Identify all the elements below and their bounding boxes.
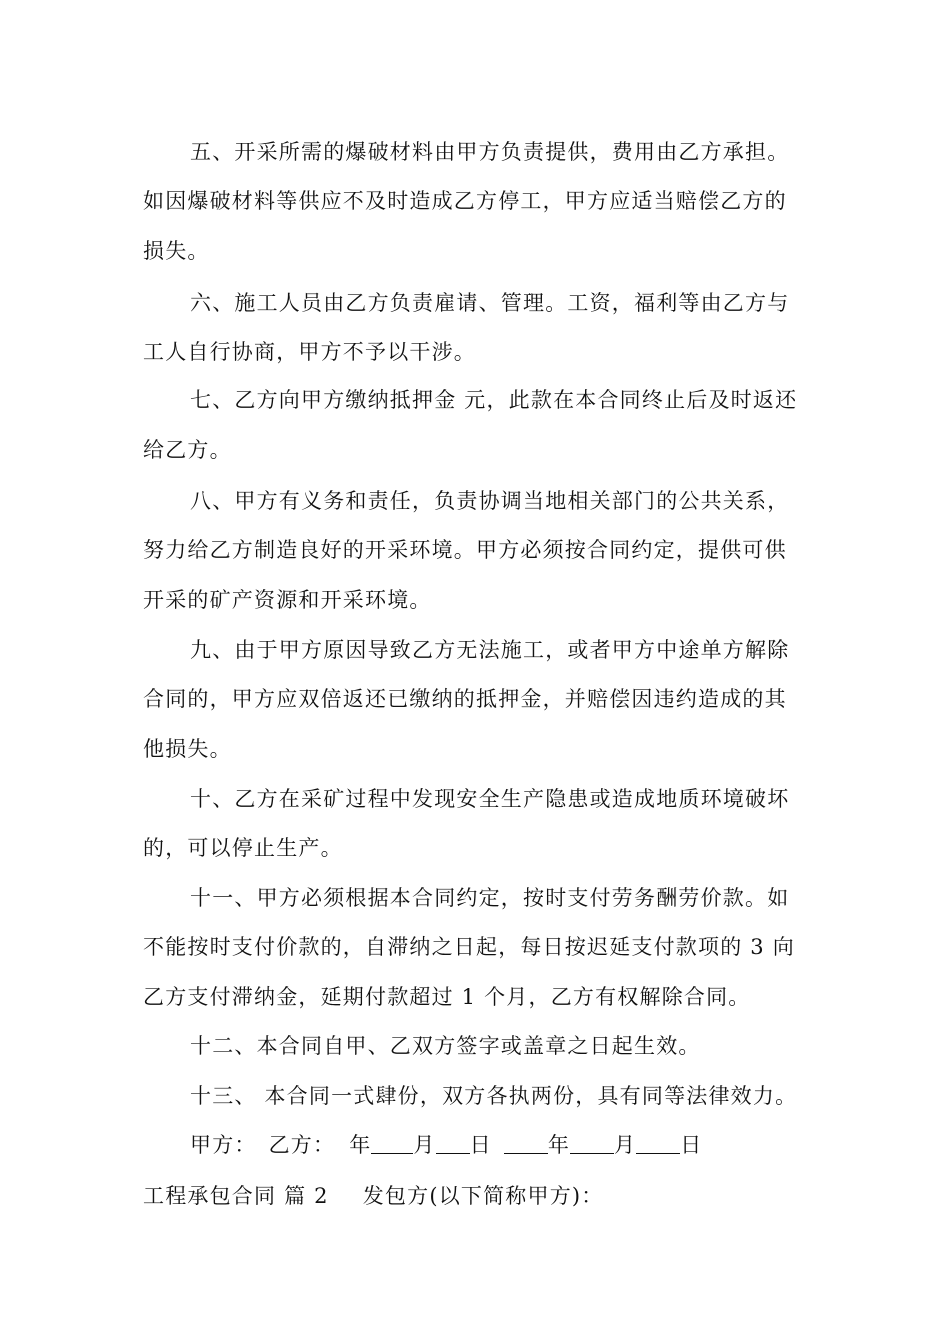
signature-line bbox=[190, 1130, 813, 1160]
contract-title: 工程承包合同 篇 2 bbox=[143, 1184, 329, 1208]
day-blank-b[interactable] bbox=[636, 1133, 680, 1154]
date-a-day: 日 bbox=[469, 1133, 492, 1157]
clause-11-line-3: 乙方支付滞纳金，延期付款超过 1 个月，乙方有权解除合同。 bbox=[143, 985, 751, 1009]
clause-9-line-2: 合同的，甲方应双倍返还已缴纳的抵押金，并赔偿因违约造成的其 bbox=[143, 687, 787, 711]
date-a-month: 月 bbox=[413, 1133, 436, 1157]
party-b-label: 乙方： bbox=[268, 1133, 336, 1157]
date-b-month: 月 bbox=[614, 1133, 637, 1157]
clause-8-line-3: 开采的矿产资源和开采环境。 bbox=[143, 588, 432, 612]
clause-10-line-1: 十、乙方在采矿过程中发现安全生产隐患或造成地质环境破坏 bbox=[190, 787, 790, 811]
date-b-year: 年 bbox=[547, 1133, 571, 1157]
contract-heading-line bbox=[143, 1181, 813, 1211]
date-a-year: 年 bbox=[349, 1133, 372, 1157]
date-b-day: 日 bbox=[680, 1133, 703, 1157]
clause-13-line-1: 十三、 本合同一式肆份，双方各执两份，具有同等法律效力。 bbox=[190, 1084, 798, 1108]
clause-5-line-1: 五、开采所需的爆破材料由甲方负责提供，费用由乙方承担。 bbox=[190, 140, 790, 164]
clause-7-line-2: 给乙方。 bbox=[143, 438, 232, 462]
clause-9-line-1: 九、由于甲方原因导致乙方无法施工，或者甲方中途单方解除 bbox=[190, 638, 790, 662]
month-blank-a[interactable] bbox=[371, 1133, 413, 1154]
clause-7-line-1: 七、乙方向甲方缴纳抵押金 元，此款在本合同终止后及时返还 bbox=[190, 388, 798, 412]
month-blank-b[interactable] bbox=[570, 1133, 614, 1154]
clause-5-line-2: 如因爆破材料等供应不及时造成乙方停工，甲方应适当赔偿乙方的 bbox=[143, 189, 787, 213]
clause-8-line-2: 努力给乙方制造良好的开采环境。甲方必须按合同约定，提供可供 bbox=[143, 538, 787, 562]
clause-6-line-1: 六、施工人员由乙方负责雇请、管理。工资，福利等由乙方与 bbox=[190, 291, 790, 315]
clause-9-line-3: 他损失。 bbox=[143, 737, 232, 761]
day-blank-a[interactable] bbox=[436, 1133, 470, 1154]
year-blank-b[interactable] bbox=[504, 1133, 548, 1154]
clause-10-line-2: 的，可以停止生产。 bbox=[143, 836, 343, 860]
clause-5-line-3: 损失。 bbox=[143, 239, 210, 263]
clause-11-line-2: 不能按时支付价款的，自滞纳之日起，每日按迟延支付款项的 3 向 bbox=[143, 935, 795, 959]
clause-11-line-1: 十一、甲方必须根据本合同约定，按时支付劳务酬劳价款。如 bbox=[190, 886, 790, 910]
clause-8-line-1: 八、甲方有义务和责任，负责协调当地相关部门的公共关系， bbox=[190, 489, 790, 513]
party-a-label: 甲方： bbox=[190, 1133, 257, 1157]
clause-12-line-1: 十二、本合同自甲、乙双方签字或盖章之日起生效。 bbox=[190, 1034, 701, 1058]
clause-6-line-2: 工人自行协商，甲方不予以干涉。 bbox=[143, 340, 476, 364]
contractor-label: 发包方(以下简称甲方)： bbox=[362, 1184, 604, 1208]
